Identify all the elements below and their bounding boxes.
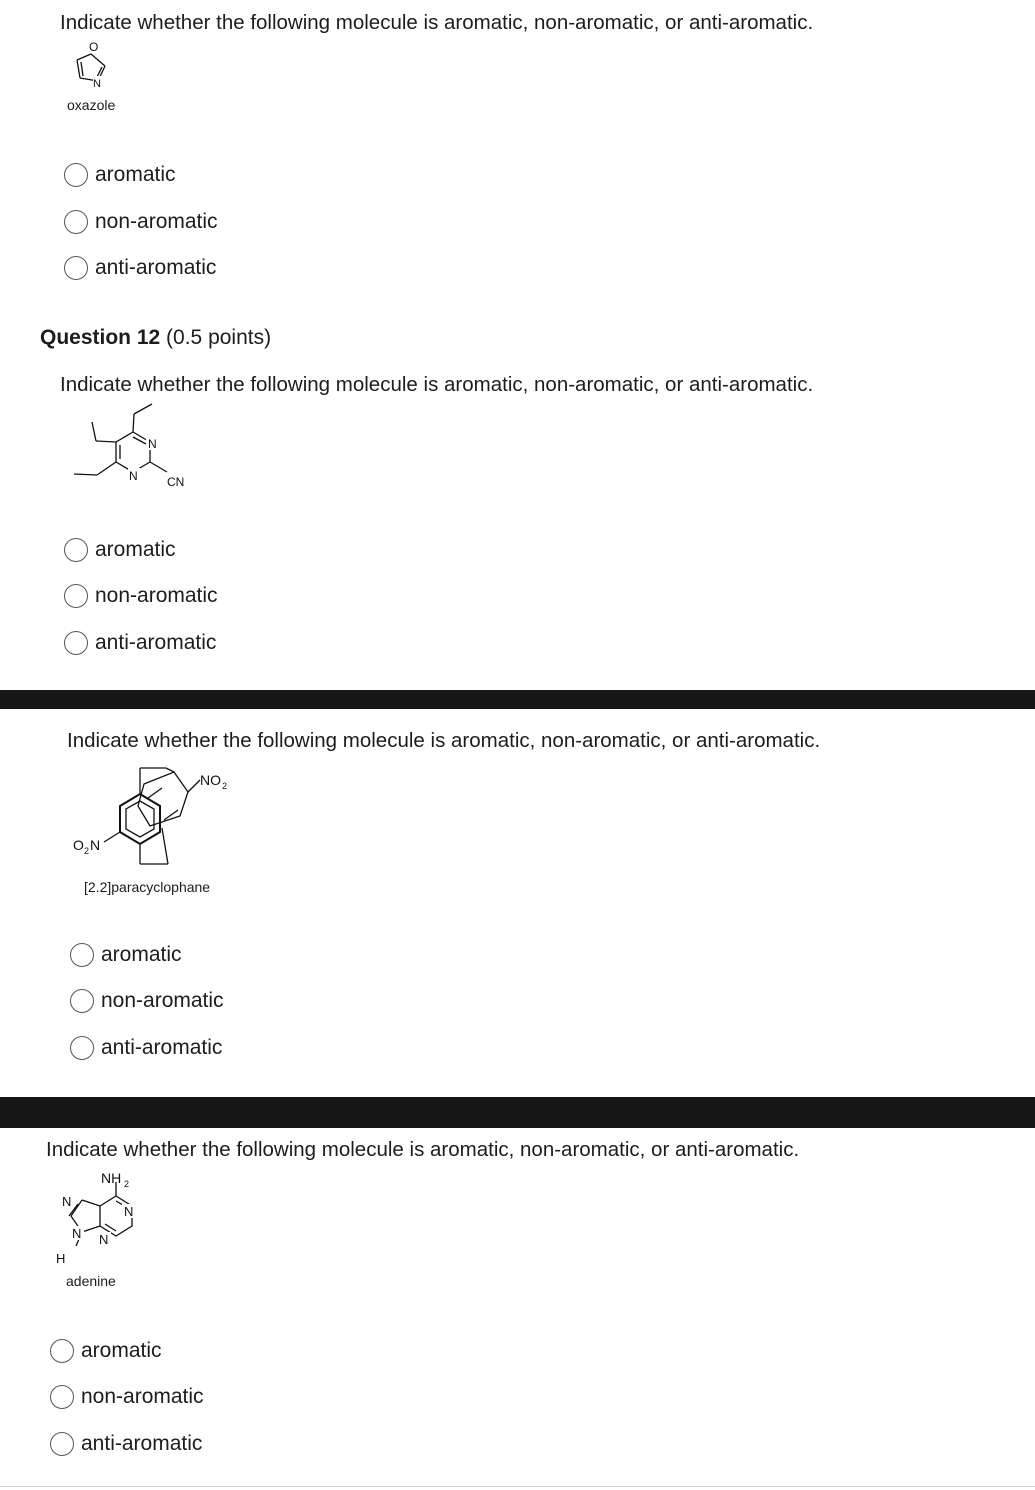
radio-button[interactable] (50, 1385, 74, 1409)
adenine-atom-n-bottom-left: N (72, 1226, 82, 1241)
radio-button[interactable] (64, 538, 88, 562)
q3-molecule-image (66, 758, 246, 878)
radio-button[interactable] (50, 1432, 74, 1456)
q2-option-anti-aromatic[interactable]: anti-aromatic (64, 628, 216, 658)
paracyclophane-group-o2n: O (73, 837, 84, 853)
q3-option-non-aromatic[interactable]: non-aromatic (70, 986, 224, 1016)
q4-molecule-image (50, 1166, 160, 1276)
paracyclophane-group-no2: NO (200, 772, 221, 788)
adenine-amine-sub: 2 (124, 1179, 130, 1189)
question-12-header (40, 326, 271, 350)
q1-option-aromatic[interactable]: aromatic (64, 160, 176, 190)
radio-button[interactable] (64, 631, 88, 655)
q4-option-aromatic[interactable]: aromatic (50, 1336, 162, 1366)
q1-option-non-aromatic[interactable]: non-aromatic (64, 207, 218, 237)
adenine-atom-n-right: N (124, 1204, 134, 1219)
radio-button[interactable] (70, 989, 94, 1013)
radio-button[interactable] (64, 210, 88, 234)
paracyclophane-group-o2n-sub: 2 (84, 846, 90, 856)
q1-molecule-name: oxazole (67, 97, 116, 113)
paracyclophane-group-o2n-tail: N (90, 837, 101, 853)
q3-option-aromatic[interactable]: aromatic (70, 940, 182, 970)
adenine-atom-n-left: N (62, 1194, 72, 1209)
section-divider (0, 1097, 1035, 1128)
q4-prompt: Indicate whether the following molecule is aromatic, non-aromatic, or anti-aromatic. (46, 1138, 800, 1161)
q4-option-non-aromatic[interactable]: non-aromatic (50, 1382, 204, 1412)
radio-button[interactable] (64, 163, 88, 187)
radio-button[interactable] (64, 584, 88, 608)
q1-option-anti-aromatic[interactable]: anti-aromatic (64, 253, 216, 283)
bottom-border (0, 1486, 1035, 1487)
q2-option-aromatic[interactable]: aromatic (64, 535, 176, 565)
q3-molecule-name: [2.2]paracyclophane (84, 879, 211, 895)
question-points: (0.5 points) (166, 326, 272, 349)
radio-button[interactable] (50, 1339, 74, 1363)
pyrimidine-group-cn: CN (167, 475, 185, 489)
pyrimidine-atom-n1: N (148, 437, 157, 451)
paracyclophane-group-no2-sub: 2 (222, 781, 228, 791)
oxazole-atom-n: N (93, 78, 101, 90)
section-divider (0, 690, 1035, 709)
adenine-amine: NH (101, 1170, 122, 1186)
q2-option-non-aromatic[interactable]: non-aromatic (64, 581, 218, 611)
q4-molecule-name: adenine (66, 1273, 116, 1289)
q3-prompt: Indicate whether the following molecule is aromatic, non-aromatic, or anti-aromatic. (67, 729, 821, 752)
pyrimidine-atom-n2: N (129, 469, 138, 483)
q2-molecule-image (66, 398, 206, 498)
q4-option-anti-aromatic[interactable]: anti-aromatic (50, 1429, 202, 1459)
q1-prompt: Indicate whether the following molecule is aromatic, non-aromatic, or anti-aromatic. (60, 11, 814, 34)
adenine-atom-h: H (56, 1251, 66, 1266)
radio-button[interactable] (64, 256, 88, 280)
q2-prompt: Indicate whether the following molecule is aromatic, non-aromatic, or anti-aromatic. (60, 373, 814, 396)
oxazole-atom-o: O (89, 40, 99, 54)
question-number: Question 12 (40, 326, 161, 349)
radio-button[interactable] (70, 943, 94, 967)
adenine-atom-n-bottom: N (99, 1232, 109, 1247)
q3-option-anti-aromatic[interactable]: anti-aromatic (70, 1033, 222, 1063)
radio-button[interactable] (70, 1036, 94, 1060)
